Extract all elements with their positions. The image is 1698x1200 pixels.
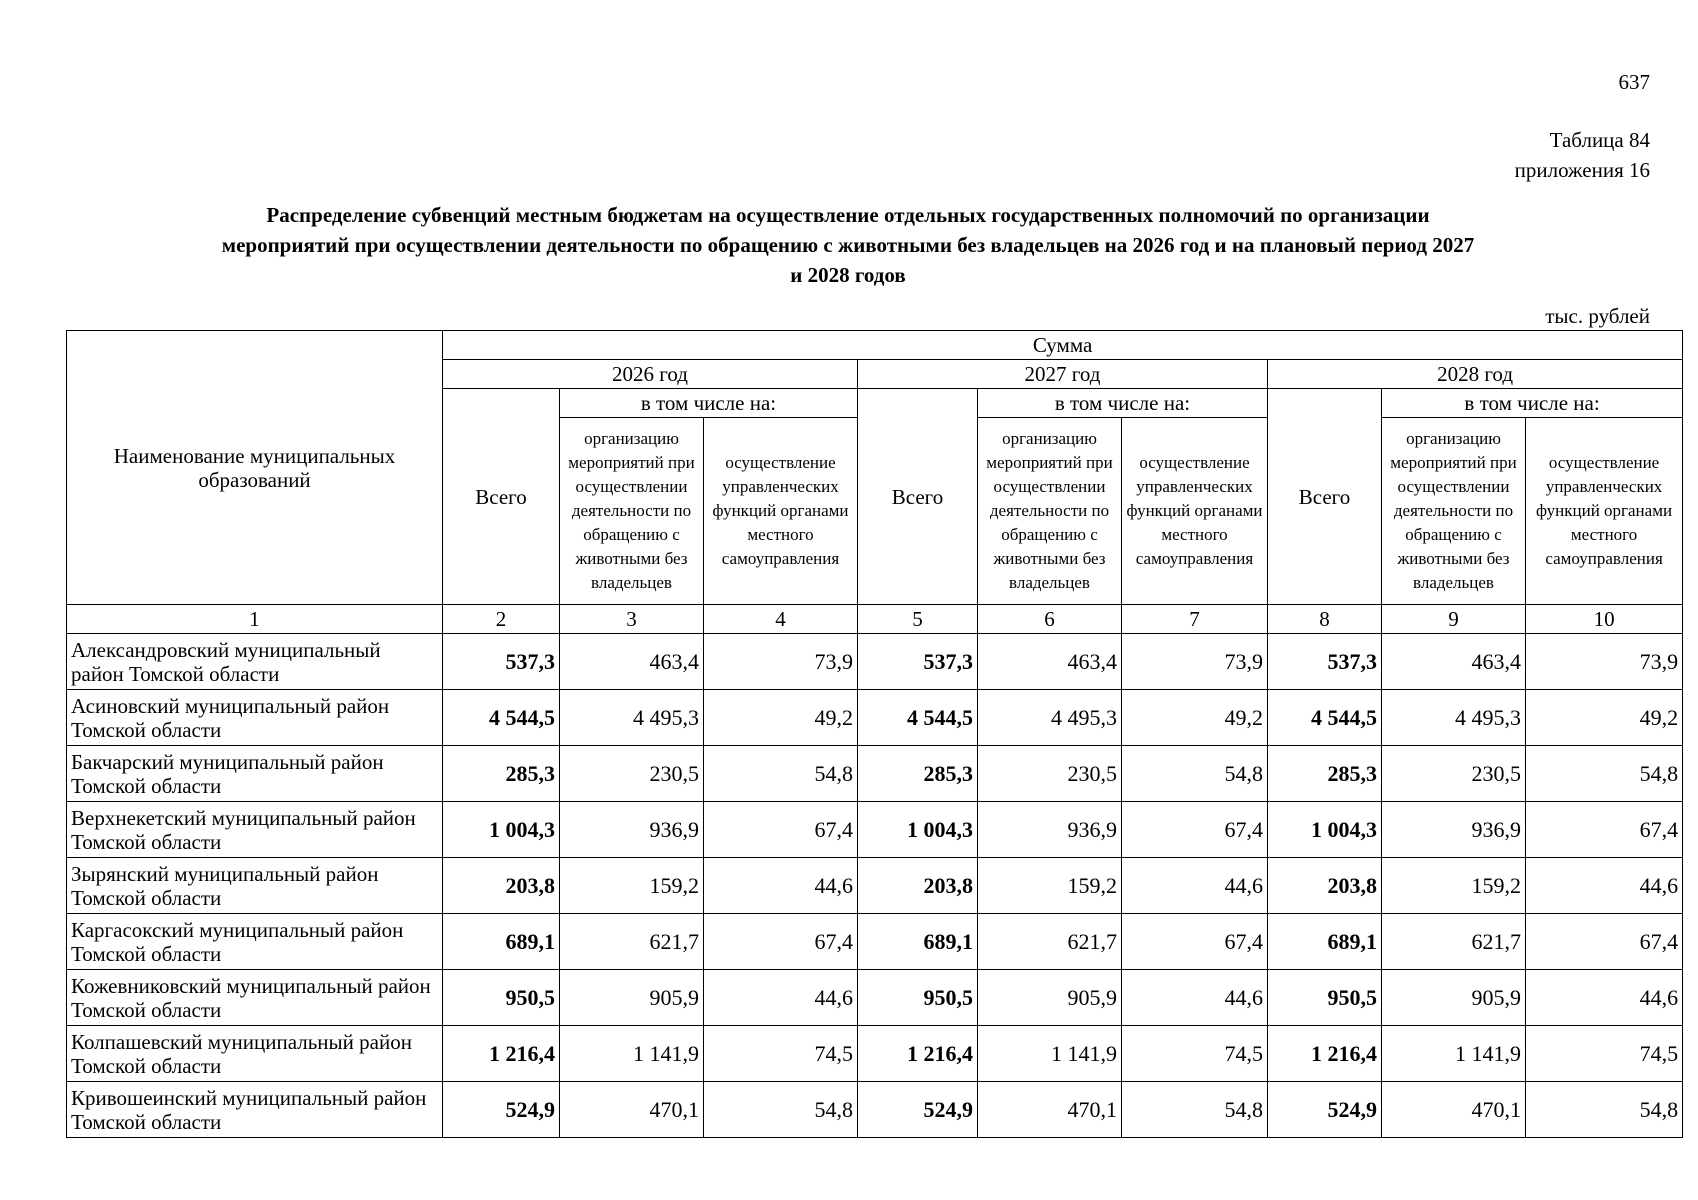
total-amount: 1 004,3 — [858, 802, 978, 858]
table-reference — [1515, 125, 1650, 185]
management-amount: 44,6 — [1122, 970, 1268, 1026]
management-amount: 54,8 — [1122, 746, 1268, 802]
municipality-name: Кожевниковский муниципальный район Томской области — [67, 970, 443, 1026]
organization-amount: 936,9 — [560, 802, 704, 858]
table-body — [67, 634, 1683, 1138]
management-amount: 74,5 — [1526, 1026, 1683, 1082]
management-amount: 67,4 — [1122, 914, 1268, 970]
management-amount: 54,8 — [704, 1082, 858, 1138]
table-row — [67, 914, 1683, 970]
header-name-column: Наименование муниципальных образований — [67, 331, 443, 605]
organization-amount: 159,2 — [560, 858, 704, 914]
header-organization-2027: организацию мероприятий при осуществлении деятельности по обращению с животными без владельцев — [978, 418, 1122, 605]
header-year-2028: 2028 год — [1268, 360, 1683, 389]
management-amount: 73,9 — [704, 634, 858, 690]
header-year-2026: 2026 год — [443, 360, 858, 389]
table-row — [67, 858, 1683, 914]
total-amount: 1 004,3 — [1268, 802, 1382, 858]
column-number: 1 — [67, 605, 443, 634]
organization-amount: 4 495,3 — [560, 690, 704, 746]
column-number: 3 — [560, 605, 704, 634]
header-total-2027: Всего — [858, 389, 978, 605]
municipality-name: Асиновский муниципальный район Томской области — [67, 690, 443, 746]
header-management-2028: осуществление управленческих функций органами местного самоуправления — [1526, 418, 1683, 605]
organization-amount: 230,5 — [978, 746, 1122, 802]
organization-amount: 936,9 — [978, 802, 1122, 858]
organization-amount: 1 141,9 — [978, 1026, 1122, 1082]
header-management-2026: осуществление управленческих функций органами местного самоуправления — [704, 418, 858, 605]
management-amount: 44,6 — [1526, 858, 1683, 914]
organization-amount: 230,5 — [1382, 746, 1526, 802]
management-amount: 49,2 — [1526, 690, 1683, 746]
organization-amount: 230,5 — [560, 746, 704, 802]
total-amount: 524,9 — [443, 1082, 560, 1138]
organization-amount: 905,9 — [560, 970, 704, 1026]
total-amount: 1 216,4 — [443, 1026, 560, 1082]
management-amount: 67,4 — [1526, 914, 1683, 970]
management-amount: 44,6 — [704, 858, 858, 914]
municipality-name: Верхнекетский муниципальный район Томской области — [67, 802, 443, 858]
total-amount: 689,1 — [1268, 914, 1382, 970]
column-number: 7 — [1122, 605, 1268, 634]
header-organization-2028: организацию мероприятий при осуществлении деятельности по обращению с животными без владельцев — [1382, 418, 1526, 605]
management-amount: 44,6 — [704, 970, 858, 1026]
unit-note: тыс. рублей — [1545, 304, 1650, 328]
column-number: 2 — [443, 605, 560, 634]
document-title — [58, 200, 1638, 290]
organization-amount: 1 141,9 — [560, 1026, 704, 1082]
page-number: 637 — [1618, 70, 1650, 94]
column-number: 5 — [858, 605, 978, 634]
management-amount: 54,8 — [1122, 1082, 1268, 1138]
organization-amount: 621,7 — [978, 914, 1122, 970]
total-amount: 950,5 — [1268, 970, 1382, 1026]
management-amount: 73,9 — [1122, 634, 1268, 690]
table-row — [67, 970, 1683, 1026]
table-row — [67, 746, 1683, 802]
column-number: 4 — [704, 605, 858, 634]
table-reference-line-1: Таблица 84 — [1549, 128, 1650, 152]
header-sum: Сумма — [443, 331, 1683, 360]
municipality-name: Зырянский муниципальный район Томской области — [67, 858, 443, 914]
organization-amount: 463,4 — [978, 634, 1122, 690]
header-total-2026: Всего — [443, 389, 560, 605]
municipality-name: Кривошеинский муниципальный район Томской области — [67, 1082, 443, 1138]
header-organization-2026: организацию мероприятий при осуществлении деятельности по обращению с животными без владельцев — [560, 418, 704, 605]
document-title-line-3: и 2028 годов — [790, 263, 906, 287]
table-reference-line-2: приложения 16 — [1514, 158, 1650, 182]
organization-amount: 936,9 — [1382, 802, 1526, 858]
management-amount: 44,6 — [1526, 970, 1683, 1026]
total-amount: 203,8 — [1268, 858, 1382, 914]
table-row — [67, 1082, 1683, 1138]
document-title-line-1: Распределение субвенций местным бюджетам на осуществление отдельных государственных полномочий по организации — [266, 203, 1430, 227]
management-amount: 54,8 — [704, 746, 858, 802]
header-total-2028: Всего — [1268, 389, 1382, 605]
management-amount: 67,4 — [704, 802, 858, 858]
organization-amount: 159,2 — [978, 858, 1122, 914]
organization-amount: 470,1 — [560, 1082, 704, 1138]
organization-amount: 463,4 — [1382, 634, 1526, 690]
total-amount: 537,3 — [858, 634, 978, 690]
management-amount: 67,4 — [1526, 802, 1683, 858]
organization-amount: 905,9 — [1382, 970, 1526, 1026]
management-amount: 73,9 — [1526, 634, 1683, 690]
organization-amount: 621,7 — [1382, 914, 1526, 970]
document-title-line-2: мероприятий при осуществлении деятельности по обращению с животными без владельцев на 2026 год и на плановый период 2027 — [221, 233, 1475, 257]
management-amount: 54,8 — [1526, 1082, 1683, 1138]
total-amount: 689,1 — [858, 914, 978, 970]
header-including-2028: в том числе на: — [1382, 389, 1683, 418]
total-amount: 285,3 — [858, 746, 978, 802]
total-amount: 1 216,4 — [1268, 1026, 1382, 1082]
column-number: 10 — [1526, 605, 1683, 634]
management-amount: 67,4 — [1122, 802, 1268, 858]
management-amount: 74,5 — [1122, 1026, 1268, 1082]
management-amount: 49,2 — [1122, 690, 1268, 746]
management-amount: 49,2 — [704, 690, 858, 746]
total-amount: 1 216,4 — [858, 1026, 978, 1082]
organization-amount: 621,7 — [560, 914, 704, 970]
total-amount: 689,1 — [443, 914, 560, 970]
total-amount: 4 544,5 — [443, 690, 560, 746]
total-amount: 285,3 — [443, 746, 560, 802]
total-amount: 950,5 — [858, 970, 978, 1026]
organization-amount: 4 495,3 — [1382, 690, 1526, 746]
header-management-2027: осуществление управленческих функций органами местного самоуправления — [1122, 418, 1268, 605]
management-amount: 67,4 — [704, 914, 858, 970]
organization-amount: 463,4 — [560, 634, 704, 690]
table-row — [67, 690, 1683, 746]
municipality-name: Колпашевский муниципальный район Томской области — [67, 1026, 443, 1082]
total-amount: 4 544,5 — [1268, 690, 1382, 746]
table-row — [67, 634, 1683, 690]
total-amount: 537,3 — [1268, 634, 1382, 690]
municipality-name: Александровский муниципальный район Томской области — [67, 634, 443, 690]
management-amount: 74,5 — [704, 1026, 858, 1082]
total-amount: 4 544,5 — [858, 690, 978, 746]
total-amount: 203,8 — [858, 858, 978, 914]
total-amount: 524,9 — [1268, 1082, 1382, 1138]
organization-amount: 470,1 — [978, 1082, 1122, 1138]
organization-amount: 905,9 — [978, 970, 1122, 1026]
total-amount: 537,3 — [443, 634, 560, 690]
total-amount: 950,5 — [443, 970, 560, 1026]
organization-amount: 4 495,3 — [978, 690, 1122, 746]
table-row — [67, 1026, 1683, 1082]
municipality-name: Каргасокский муниципальный район Томской области — [67, 914, 443, 970]
column-number: 8 — [1268, 605, 1382, 634]
table-row — [67, 802, 1683, 858]
organization-amount: 1 141,9 — [1382, 1026, 1526, 1082]
column-number: 9 — [1382, 605, 1526, 634]
organization-amount: 470,1 — [1382, 1082, 1526, 1138]
column-number: 6 — [978, 605, 1122, 634]
management-amount: 44,6 — [1122, 858, 1268, 914]
municipality-name: Бакчарский муниципальный район Томской области — [67, 746, 443, 802]
header-year-2027: 2027 год — [858, 360, 1268, 389]
management-amount: 54,8 — [1526, 746, 1683, 802]
header-including-2027: в том числе на: — [978, 389, 1268, 418]
organization-amount: 159,2 — [1382, 858, 1526, 914]
total-amount: 285,3 — [1268, 746, 1382, 802]
subvention-table — [66, 330, 1683, 1138]
total-amount: 203,8 — [443, 858, 560, 914]
total-amount: 524,9 — [858, 1082, 978, 1138]
total-amount: 1 004,3 — [443, 802, 560, 858]
header-including-2026: в том числе на: — [560, 389, 858, 418]
